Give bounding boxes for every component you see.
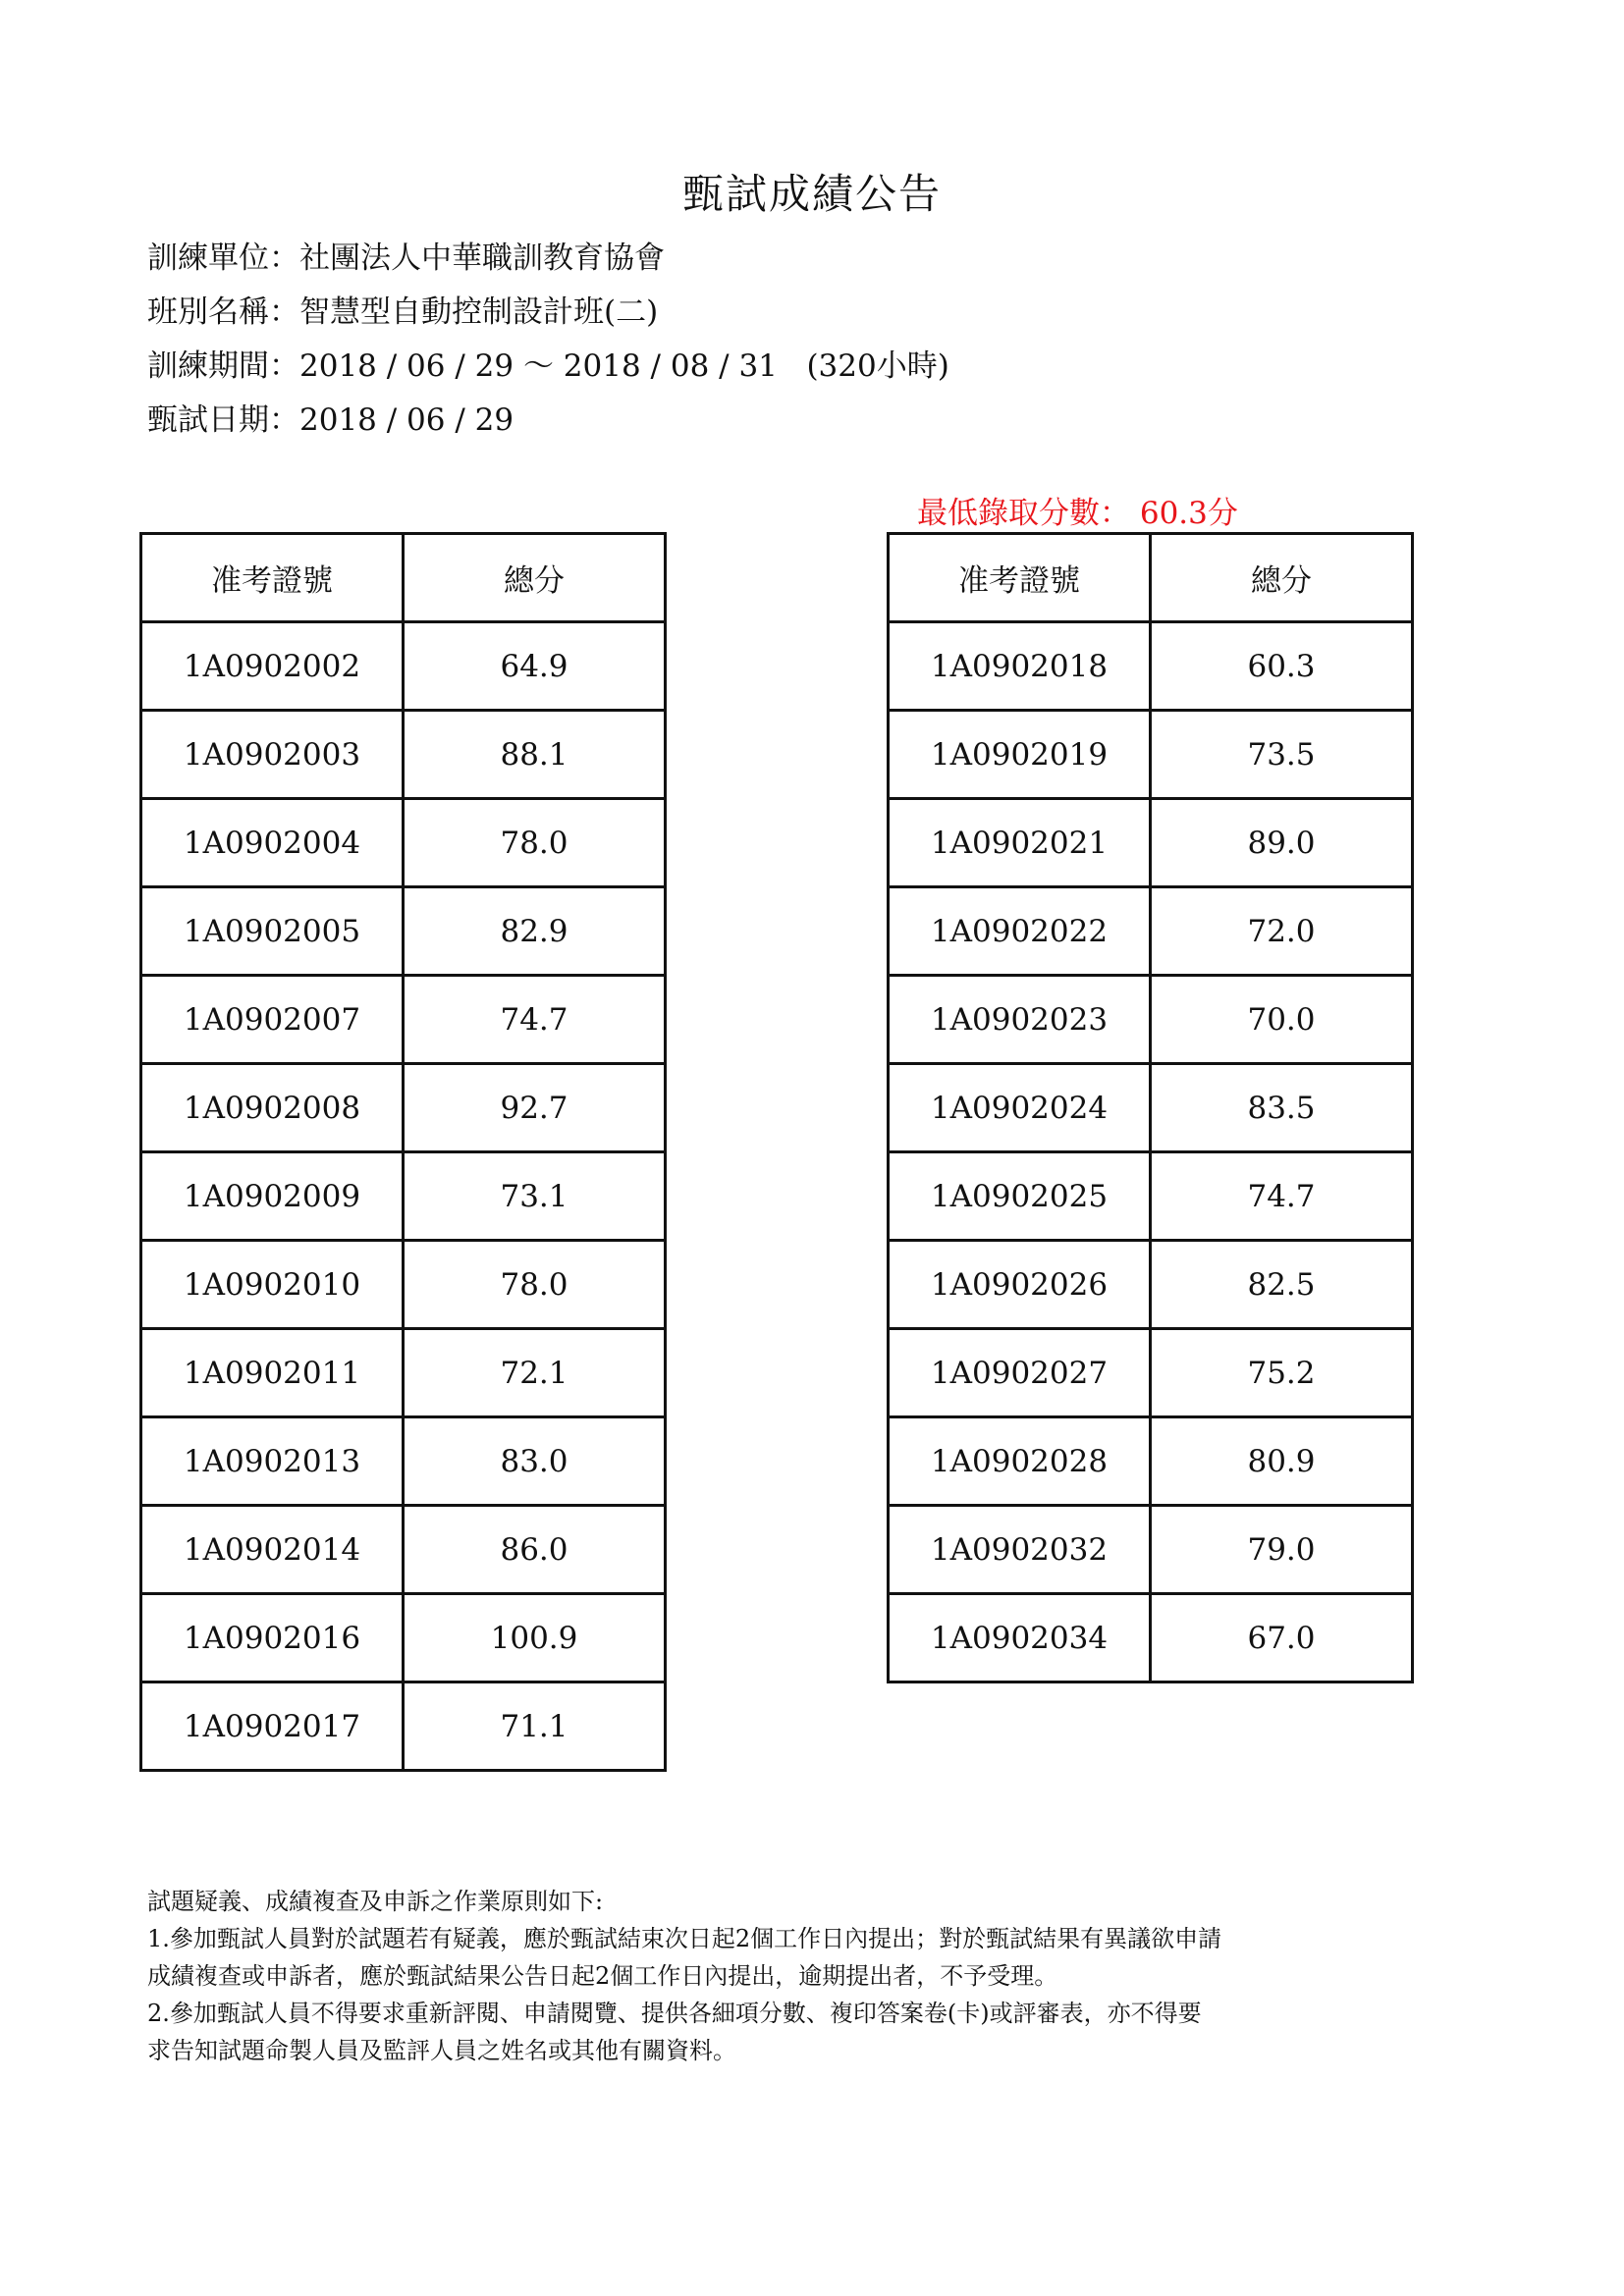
- class-name: 班別名稱：智慧型自動控制設計班(二): [147, 294, 659, 330]
- total-score-cell: 82.5: [1151, 1241, 1413, 1329]
- table-row: [889, 1506, 1413, 1594]
- table-row: [141, 622, 666, 711]
- total-score-cell: 64.9: [404, 622, 666, 711]
- table-row: [141, 1064, 666, 1152]
- table-row: [141, 1152, 666, 1241]
- total-score-cell: 100.9: [404, 1594, 666, 1682]
- total-score-cell: 80.9: [1151, 1417, 1413, 1506]
- table-header-row: [889, 534, 1413, 622]
- exam-id-cell: 1A0902018: [889, 622, 1151, 711]
- exam-id-cell: 1A0902008: [141, 1064, 404, 1152]
- minimum-admission-score: 最低錄取分數： 60.3分: [917, 496, 1238, 531]
- score-table-left: [139, 532, 667, 1772]
- table-row: [141, 1417, 666, 1506]
- total-score-cell: 88.1: [404, 711, 666, 799]
- total-score-cell: 60.3: [1151, 622, 1413, 711]
- table-row: [889, 1152, 1413, 1241]
- total-score-cell: 71.1: [404, 1682, 666, 1771]
- total-score-cell: 79.0: [1151, 1506, 1413, 1594]
- table-row: [889, 1329, 1413, 1417]
- exam-id-cell: 1A0902005: [141, 887, 404, 976]
- table-row: [889, 1241, 1413, 1329]
- total-score-cell: 92.7: [404, 1064, 666, 1152]
- total-score-cell: 78.0: [404, 1241, 666, 1329]
- rules-line: 2.參加甄試人員不得要求重新評閱、申請閱覽、提供各細項分數、複印答案卷(卡)或評審表，亦不得要: [147, 2000, 1202, 2027]
- total-score-cell: 75.2: [1151, 1329, 1413, 1417]
- table-row: [889, 799, 1413, 887]
- rules-line: 求告知試題命製人員及監評人員之姓名或其他有關資料。: [147, 2037, 736, 2064]
- table-row: [889, 622, 1413, 711]
- table-row: [141, 1594, 666, 1682]
- table-row: [141, 1506, 666, 1594]
- exam-id-cell: 1A0902028: [889, 1417, 1151, 1506]
- table-row: [141, 887, 666, 976]
- table-header-row: [141, 534, 666, 622]
- table-row: [141, 976, 666, 1064]
- training-unit: 訓練單位：社團法人中華職訓教育協會: [147, 240, 665, 276]
- exam-id-cell: 1A0902014: [141, 1506, 404, 1594]
- total-score-cell: 74.7: [404, 976, 666, 1064]
- exam-id-cell: 1A0902016: [141, 1594, 404, 1682]
- exam-id-cell: 1A0902003: [141, 711, 404, 799]
- page-title: 甄試成績公告: [681, 170, 942, 218]
- exam-id-cell: 1A0902024: [889, 1064, 1151, 1152]
- rules-heading: 試題疑義、成績複查及申訴之作業原則如下:: [147, 1888, 604, 1915]
- total-score-cell: 83.5: [1151, 1064, 1413, 1152]
- score-table-right: [887, 532, 1414, 1683]
- exam-id-cell: 1A0902034: [889, 1594, 1151, 1682]
- table-row: [889, 887, 1413, 976]
- exam-id-cell: 1A0902025: [889, 1152, 1151, 1241]
- column-header-total-score: 總分: [1151, 534, 1413, 622]
- exam-id-cell: 1A0902017: [141, 1682, 404, 1771]
- exam-id-cell: 1A0902021: [889, 799, 1151, 887]
- total-score-cell: 70.0: [1151, 976, 1413, 1064]
- exam-id-cell: 1A0902011: [141, 1329, 404, 1417]
- exam-id-cell: 1A0902007: [141, 976, 404, 1064]
- table-row: [889, 711, 1413, 799]
- table-row: [141, 711, 666, 799]
- rules-line: 成績複查或申訴者，應於甄試結果公告日起2個工作日內提出，逾期提出者，不予受理。: [147, 1962, 1058, 1990]
- exam-id-cell: 1A0902004: [141, 799, 404, 887]
- exam-id-cell: 1A0902009: [141, 1152, 404, 1241]
- table-row: [141, 1241, 666, 1329]
- table-row: [889, 976, 1413, 1064]
- table-row: [889, 1594, 1413, 1682]
- total-score-cell: 72.0: [1151, 887, 1413, 976]
- total-score-cell: 74.7: [1151, 1152, 1413, 1241]
- exam-id-cell: 1A0902002: [141, 622, 404, 711]
- table-row: [141, 1682, 666, 1771]
- total-score-cell: 83.0: [404, 1417, 666, 1506]
- column-header-exam-id: 准考證號: [889, 534, 1151, 622]
- column-header-exam-id: 准考證號: [141, 534, 404, 622]
- exam-id-cell: 1A0902019: [889, 711, 1151, 799]
- exam-id-cell: 1A0902010: [141, 1241, 404, 1329]
- total-score-cell: 73.5: [1151, 711, 1413, 799]
- total-score-cell: 67.0: [1151, 1594, 1413, 1682]
- total-score-cell: 78.0: [404, 799, 666, 887]
- total-score-cell: 73.1: [404, 1152, 666, 1241]
- table-row: [889, 1064, 1413, 1152]
- exam-id-cell: 1A0902022: [889, 887, 1151, 976]
- exam-id-cell: 1A0902013: [141, 1417, 404, 1506]
- table-row: [141, 1329, 666, 1417]
- total-score-cell: 82.9: [404, 887, 666, 976]
- exam-date: 甄試日期：2018 / 06 / 29: [147, 402, 514, 438]
- exam-id-cell: 1A0902027: [889, 1329, 1151, 1417]
- total-score-cell: 89.0: [1151, 799, 1413, 887]
- column-header-total-score: 總分: [404, 534, 666, 622]
- table-row: [141, 799, 666, 887]
- exam-id-cell: 1A0902026: [889, 1241, 1151, 1329]
- total-score-cell: 86.0: [404, 1506, 666, 1594]
- exam-id-cell: 1A0902023: [889, 976, 1151, 1064]
- appeal-rules: [147, 1883, 1424, 2069]
- rules-line: 1.參加甄試人員對於試題若有疑義，應於甄試結束次日起2個工作日內提出；對於甄試結果有異議欲申請: [147, 1925, 1222, 1952]
- exam-id-cell: 1A0902032: [889, 1506, 1151, 1594]
- table-row: [889, 1417, 1413, 1506]
- total-score-cell: 72.1: [404, 1329, 666, 1417]
- training-period: 訓練期間：2018 / 06 / 29 ～ 2018 / 08 / 31 (320小時): [147, 348, 949, 384]
